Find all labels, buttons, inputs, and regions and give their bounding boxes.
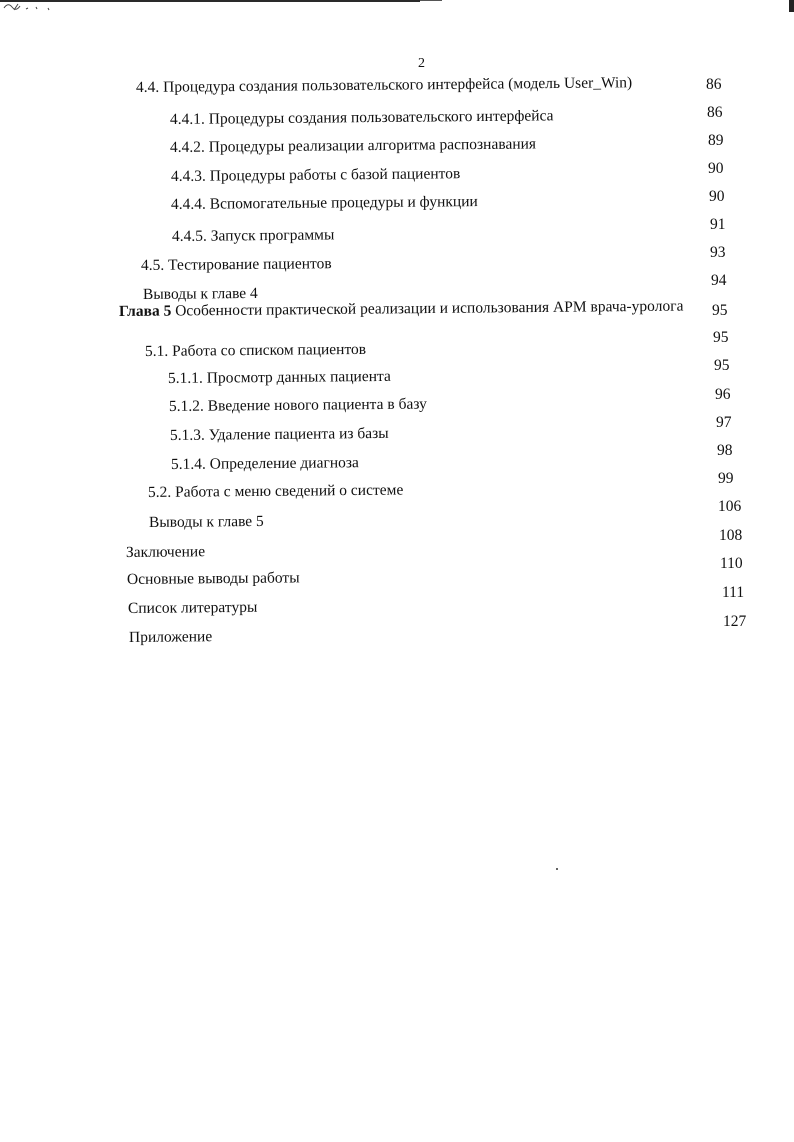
toc-entry-5-1-1: 5.1.1. Просмотр данных пациента: [167, 367, 391, 387]
toc-entry-appendix: Приложение: [128, 628, 213, 646]
scan-speck: [556, 868, 558, 870]
toc-page-number: 95: [714, 357, 730, 374]
toc-entry-4-4: 4.4. Процедура создания пользовательского интерфейса (модель User_Win): [135, 74, 633, 96]
toc-page-number: 91: [710, 216, 726, 233]
scan-edge-line: [0, 0, 420, 2]
toc-entry-4-5: 4.5. Тестирование пациентов: [140, 255, 332, 274]
toc-page-number: 90: [709, 188, 725, 205]
toc-page-number: 98: [717, 442, 733, 459]
toc-entry-5-1-3: 5.1.3. Удаление пациента из базы: [169, 424, 389, 444]
toc-page-number: 110: [720, 555, 743, 572]
toc-page-number: 95: [713, 329, 729, 346]
toc-page-number: 90: [708, 160, 724, 177]
toc-entry-conclusions-ch5: Выводы к главе 5: [148, 512, 264, 531]
toc-entry-4-4-4: 4.4.4. Вспомогательные процедуры и функции: [170, 193, 478, 213]
toc-entry-4-4-1: 4.4.1. Процедуры создания пользовательского интерфейса: [169, 107, 554, 128]
toc-page-number: 99: [718, 470, 734, 487]
scan-edge-line: [420, 0, 442, 1]
chapter-label: Глава 5: [118, 302, 172, 320]
toc-page-number: 86: [707, 104, 723, 121]
toc-page-number: 111: [722, 584, 745, 601]
toc-page-number: 96: [715, 386, 731, 403]
toc-entry-main-conclusions: Основные выводы работы: [126, 569, 300, 588]
toc-page-number: 97: [716, 414, 732, 431]
toc-page-number: 93: [710, 244, 726, 261]
toc-page-number: 89: [708, 132, 724, 149]
toc-page-number: 86: [706, 76, 722, 93]
scan-corner-scribble-icon: [2, 0, 54, 12]
toc-entry-conclusion: Заключение: [125, 543, 206, 561]
toc-entry-4-4-5: 4.4.5. Запуск программы: [171, 226, 335, 245]
scan-edge-mark: [789, 0, 794, 12]
page-number: 2: [418, 56, 425, 71]
toc-entry-4-4-3: 4.4.3. Процедуры работы с базой пациентов: [170, 165, 461, 185]
toc-entry-5-1-4: 5.1.4. Определение диагноза: [170, 454, 359, 473]
chapter-title: Особенности практической реализации и использования АРМ врача-уролога: [171, 297, 684, 320]
toc-page-number: 95: [712, 302, 728, 319]
toc-entry-conclusions-ch4: Выводы к главе 4: [142, 284, 258, 303]
toc-page-number: 94: [711, 272, 727, 289]
toc-entry-bibliography: Список литературы: [127, 598, 258, 617]
toc-page-number: 106: [718, 498, 742, 515]
toc-entry-4-4-2: 4.4.2. Процедуры реализации алгоритма распознавания: [169, 135, 537, 156]
toc-page-number: 127: [723, 613, 747, 630]
toc-entry-5-2: 5.2. Работа с меню сведений о системе: [147, 481, 404, 501]
toc-entry-5-1-2: 5.1.2. Введение нового пациента в базу: [168, 395, 427, 415]
toc-entry-5-1: 5.1. Работа со списком пациентов: [144, 340, 367, 360]
toc-page-number: 108: [719, 527, 743, 544]
